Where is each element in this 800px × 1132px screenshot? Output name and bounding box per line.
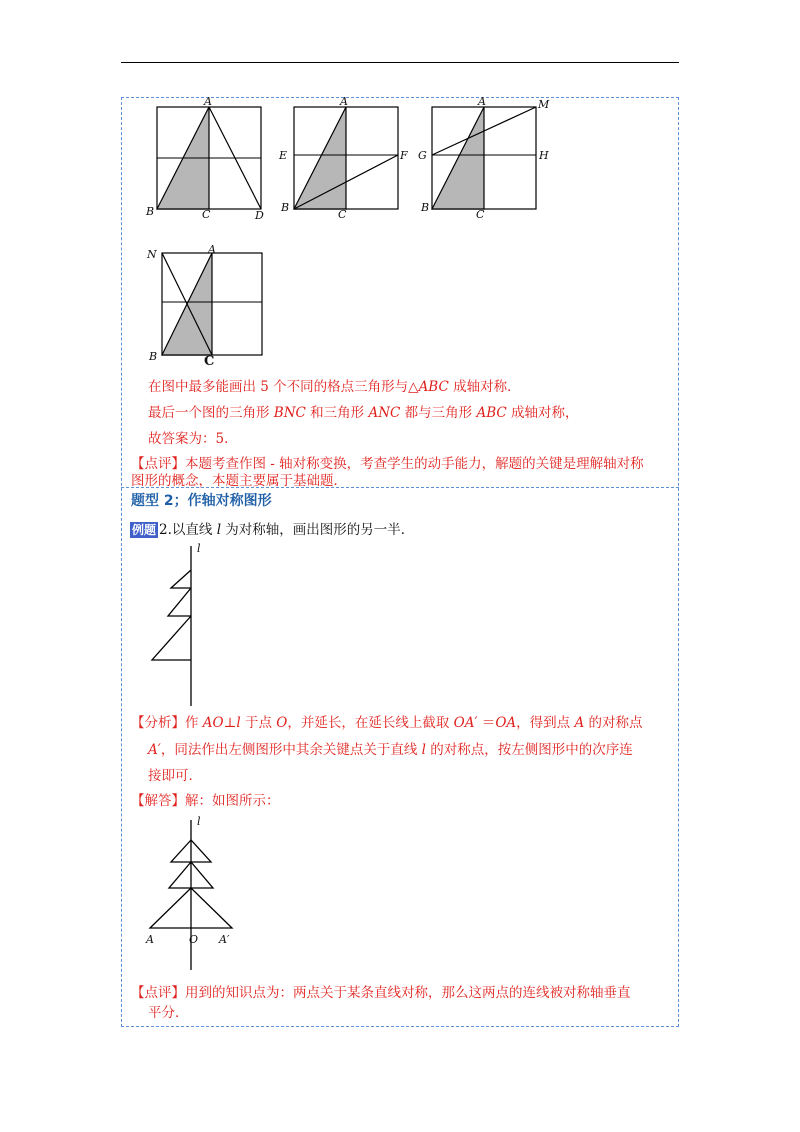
text: 都与三角形 bbox=[400, 405, 477, 421]
review-1-line-2: 图形的概念，本题主要属于基础题． bbox=[131, 473, 347, 489]
grid-figure-2 bbox=[276, 97, 411, 223]
label-D: D bbox=[255, 209, 264, 222]
label-B: B bbox=[421, 201, 430, 214]
text: 于点 bbox=[240, 715, 277, 731]
label-C: C bbox=[476, 208, 485, 221]
label-C: C bbox=[338, 208, 347, 221]
text: 成轴对称． bbox=[448, 379, 521, 395]
label-C: C bbox=[204, 354, 215, 369]
label-A: A bbox=[208, 243, 216, 256]
text: ，并延长，在延长线上截取 bbox=[287, 715, 454, 731]
review-2-line-2: 平分． bbox=[148, 1005, 189, 1021]
example-tag: 例题 bbox=[132, 523, 157, 537]
math-anc: ANC bbox=[368, 405, 401, 421]
label-B: B bbox=[281, 201, 290, 214]
solution-line-2 bbox=[148, 403, 579, 423]
text: 成轴对称， bbox=[506, 405, 579, 421]
math: AO bbox=[202, 715, 224, 731]
label-A: A bbox=[478, 95, 486, 108]
math: A bbox=[574, 715, 585, 731]
text: ，同法作出左侧图形中其余关键点关于直线 bbox=[160, 742, 422, 758]
half-tree-figure bbox=[145, 540, 215, 710]
label-A: A bbox=[340, 95, 348, 108]
label-A: A bbox=[204, 95, 212, 108]
label-O: O bbox=[189, 933, 199, 946]
label-M: M bbox=[538, 98, 550, 111]
text: 的对称点 bbox=[584, 715, 643, 731]
answer-label: 【解答】 bbox=[131, 793, 185, 809]
label-F: F bbox=[400, 149, 408, 162]
label-A: A bbox=[146, 933, 154, 946]
label-l: l bbox=[197, 815, 201, 828]
math: OA′ bbox=[453, 715, 478, 731]
grid-figure-1 bbox=[143, 97, 273, 223]
text: ，得到点 bbox=[516, 715, 575, 731]
math: A′ bbox=[148, 742, 161, 758]
solution-line-3: 故答案为：5． bbox=[148, 431, 238, 447]
label-C: C bbox=[202, 208, 211, 221]
label-N: N bbox=[147, 248, 157, 261]
full-tree-figure bbox=[140, 812, 250, 974]
answer-line bbox=[131, 791, 280, 811]
math-l: l bbox=[216, 522, 222, 538]
analysis-line-3: 接即可． bbox=[148, 768, 202, 784]
math-abc: ABC bbox=[418, 379, 449, 395]
text: 【分析】作 bbox=[131, 715, 203, 731]
text: 的对称点，按左侧图形中的次序连 bbox=[425, 742, 633, 758]
label-H: H bbox=[539, 149, 549, 162]
text: ＝ bbox=[477, 715, 496, 731]
math: O bbox=[276, 715, 288, 731]
text: 2.以直线 bbox=[159, 522, 217, 538]
section-heading: 题型 2；作轴对称图形 bbox=[131, 493, 272, 509]
text: 最后一个图的三角形 bbox=[148, 405, 274, 421]
text: 和三角形 bbox=[305, 405, 369, 421]
text: ⊥ bbox=[223, 715, 237, 731]
math-abc: ABC bbox=[476, 405, 507, 421]
analysis-line-2 bbox=[148, 740, 633, 760]
label-A-prime: A′ bbox=[219, 933, 230, 946]
text: 在图中最多能画出 5 个不同的格点三角形与△ bbox=[148, 379, 419, 395]
label-l: l bbox=[197, 542, 201, 555]
solution-line-1 bbox=[148, 377, 521, 397]
analysis-line-1 bbox=[131, 713, 642, 733]
text: 为对称轴，画出图形的另一半． bbox=[221, 522, 415, 538]
math: l bbox=[421, 742, 426, 758]
review-1-line-1: 【点评】本题考查作图 - 轴对称变换，考查学生的动手能力，解题的关键是理解轴对称 bbox=[131, 456, 644, 472]
grid-figure-4 bbox=[142, 243, 272, 368]
answer-text: 解：如图所示： bbox=[185, 793, 280, 809]
grid-figure-3 bbox=[416, 97, 561, 223]
label-E: E bbox=[279, 149, 288, 162]
math: OA bbox=[495, 715, 517, 731]
math-bnc: BNC bbox=[273, 405, 306, 421]
review-2-line-1: 【点评】用到的知识点为：两点关于某条直线对称，那么这两点的连线被对称轴垂直 bbox=[131, 985, 631, 1001]
label-B: B bbox=[146, 205, 155, 218]
math: l bbox=[236, 715, 241, 731]
example-2-question bbox=[130, 520, 414, 540]
header-rule bbox=[121, 62, 679, 63]
label-B: B bbox=[149, 350, 158, 363]
label-G: G bbox=[418, 149, 427, 162]
